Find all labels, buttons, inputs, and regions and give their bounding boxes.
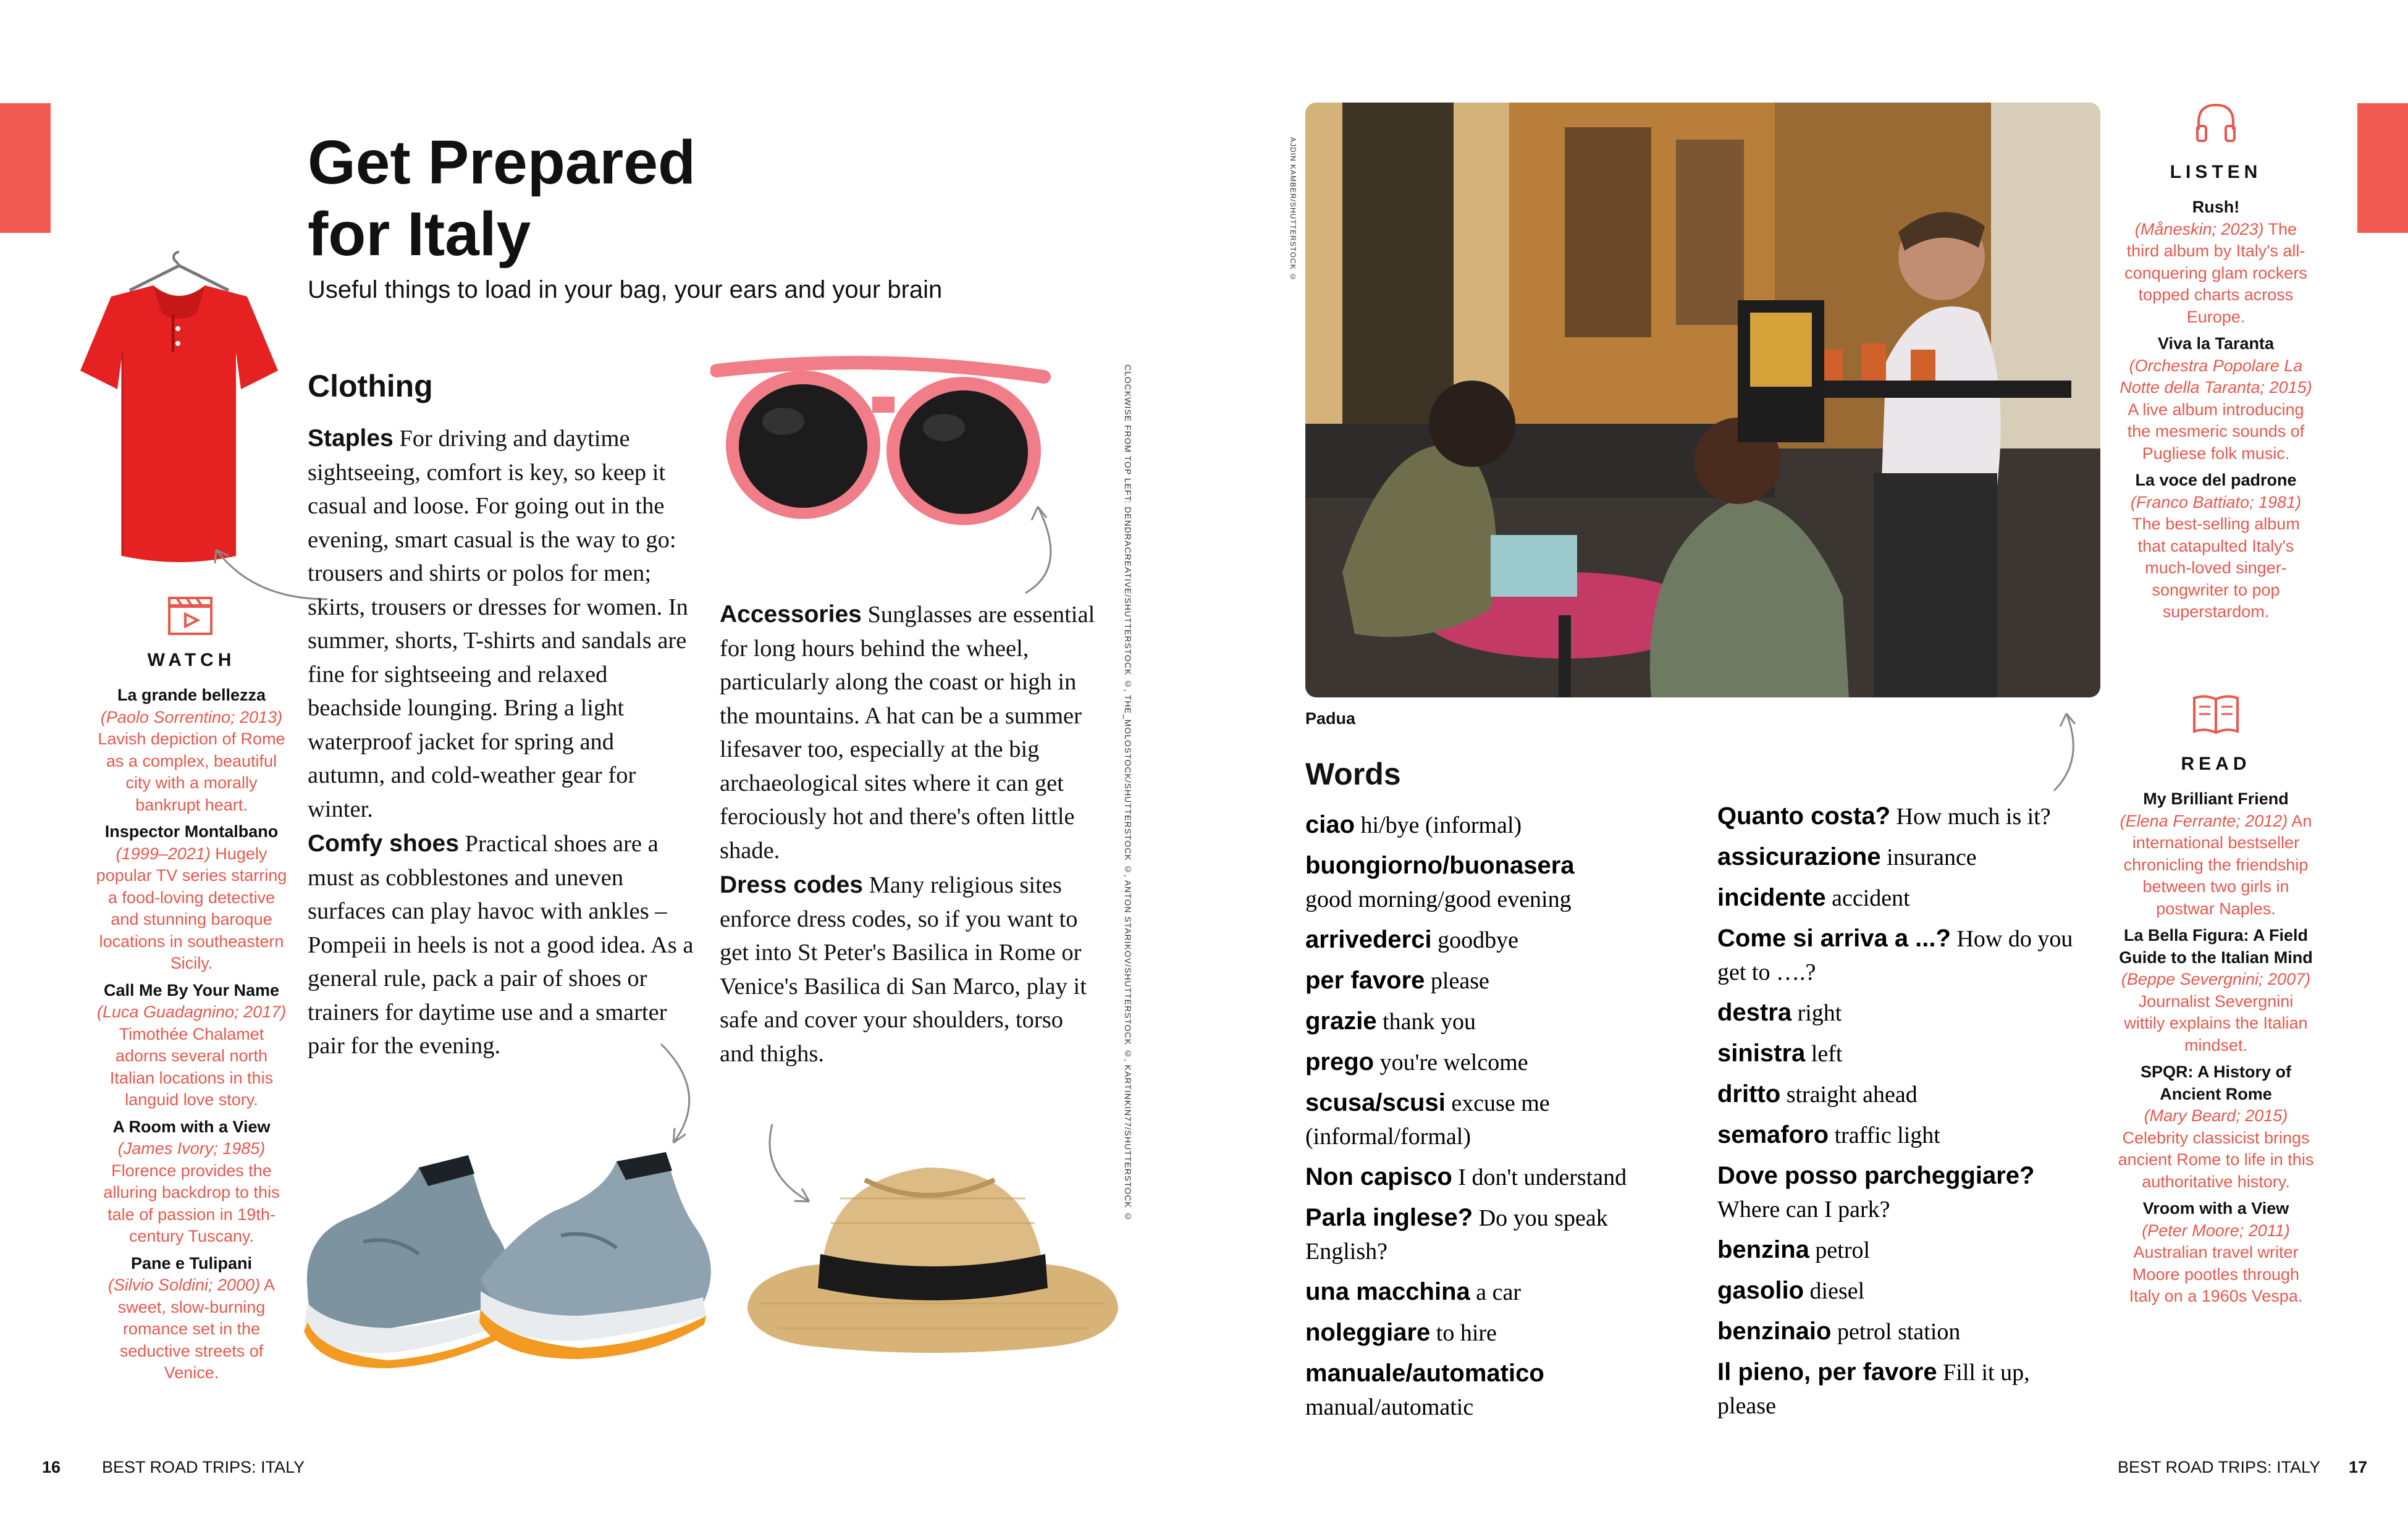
read-meta: (Mary Beard; 2015) [2144, 1106, 2288, 1125]
watch-desc: Florence provides the alluring backdrop to this tale of passion in 19th-century Tuscany. [103, 1161, 280, 1245]
read-heading: READ [2181, 754, 2251, 774]
book-icon [2189, 692, 2242, 739]
word-translation: a car [1470, 1279, 1522, 1305]
clothing-col-1 [308, 422, 694, 1063]
right-accent-tab [2357, 103, 2408, 233]
read-title: Vroom with a View [2142, 1199, 2289, 1218]
comfy-shoes-text: Practical shoes are a must as cobblestones and uneven surfaces can play havoc with ankles – Pompeii in heels is not a good idea. As a general rule, pack a pair of shoes or trainers for daytime use and a smarter pair for the evening. [308, 831, 694, 1059]
listen-title: La voce del padrone [2135, 471, 2297, 489]
word-term: incidente [1717, 884, 1826, 911]
word-term: Il pieno, per favore [1717, 1358, 1937, 1386]
watch-desc: A sweet, slow-burning romance set in the seductive streets of Venice. [117, 1276, 276, 1382]
left-page-number: 16 [42, 1458, 61, 1476]
watch-desc: Lavish depiction of Rome as a complex, beautiful city with a morally bankrupt heart. [98, 730, 285, 814]
watch-list [93, 684, 290, 1389]
list-item [1717, 799, 2088, 833]
list-item [93, 684, 290, 816]
watch-title: Inspector Montalbano [104, 822, 279, 841]
word-translation: you're welcome [1374, 1050, 1528, 1075]
read-desc: Journalist Severgnini wittily explains the Italian mindset. [2124, 991, 2308, 1054]
word-term: manuale/automatico [1305, 1360, 1544, 1387]
page-title [308, 127, 864, 270]
left-running-footer: BEST ROAD TRIPS: ITALY [102, 1458, 305, 1476]
comfy-shoes-paragraph [308, 827, 694, 1063]
watch-heading: WATCH [147, 650, 236, 670]
word-term: prego [1305, 1048, 1374, 1075]
watch-meta: (Paolo Sorrentino; 2013) [100, 707, 283, 726]
arrow-decoration [1001, 500, 1075, 599]
word-translation: excuse me (informal/formal) [1305, 1090, 1550, 1150]
watch-title: La grande bellezza [117, 686, 266, 704]
arrow-decoration [754, 1118, 822, 1211]
listen-desc: The best-selling album that catapulted Italy's much-loved singer-songwriter to pop superstardom. [2132, 515, 2300, 621]
read-meta: (Beppe Severgnini; 2007) [2121, 970, 2311, 988]
listen-meta: (Måneskin; 2023) [2134, 219, 2264, 238]
sneakers-image [295, 1118, 715, 1371]
word-term: Dove posso parcheggiare? [1717, 1162, 2035, 1189]
list-item [1305, 1086, 1670, 1153]
list-item [1717, 1159, 2088, 1226]
listen-desc: The third album by Italy's all-conquering glam rockers topped charts across Europe. [2124, 219, 2307, 326]
word-translation: right [1791, 1000, 1842, 1026]
word-term: buongiorno/buonasera [1305, 852, 1575, 879]
list-item [2117, 333, 2315, 465]
read-title: My Brilliant Friend [2143, 789, 2289, 808]
word-term: benzina [1717, 1236, 1809, 1263]
staples-text: For driving and daytime sightseeing, comfort is key, so keep it casual and loose. For going out in the evening, smart casual is the way to go: trousers and shirts or polos for men; skirts, trousers or dresses for women. In summer, shorts, T-shirts and sandals are fine for sightseeing and relaxed beachside lounging. Bring a light waterproof jacket for spring and autumn, and cold-weather gear for winter. [308, 426, 688, 822]
padua-cafe-photo [1305, 103, 2100, 697]
read-desc: An international bestseller chronicling the friendship between two girls in postwar Naples. [2123, 811, 2312, 918]
word-translation: thank you [1376, 1009, 1476, 1035]
word-translation: petrol [1809, 1237, 1871, 1263]
photo-caption: Padua [1305, 709, 1356, 728]
list-item [93, 980, 290, 1111]
list-item [1305, 849, 1670, 916]
title-line-1: Get Prepared [308, 128, 696, 197]
word-term: ciao [1305, 811, 1355, 838]
list-item [2117, 925, 2315, 1056]
list-item [2117, 469, 2315, 623]
read-list [2117, 788, 2315, 1313]
listen-meta: (Orchestra Popolare La Notte della Taranta; 2015) [2120, 356, 2312, 397]
list-item [2117, 1198, 2315, 1308]
list-item [1305, 808, 1670, 842]
word-term: Non capisco [1305, 1163, 1452, 1190]
listen-desc: A live album introducing the mesmeric sounds of Pugliese folk music. [2127, 400, 2305, 463]
word-translation: goodbye [1431, 927, 1518, 953]
staples-lead: Staples [308, 425, 394, 452]
watch-title: A Room with a View [112, 1117, 271, 1136]
list-item [1305, 1004, 1670, 1038]
dress-codes-text: Many religious sites enforce dress codes, so if you want to get into St Peter's Basilica in Rome or Venice's Basilica di San Marco, play it safe and cover your shoulders, torso and thighs. [720, 872, 1087, 1067]
list-item [1305, 923, 1670, 957]
list-item [1717, 1037, 2088, 1071]
read-desc: Celebrity classicist brings ancient Rome to life in this authoritative history. [2118, 1128, 2314, 1191]
watch-desc: Timothée Chalamet adorns several north Italian locations in this languid love story. [109, 1024, 274, 1109]
word-term: arrivederci [1305, 926, 1432, 953]
words-heading: Words [1305, 757, 1401, 791]
word-translation: Where can I park? [1717, 1197, 1890, 1223]
word-translation: straight ahead [1780, 1082, 1918, 1108]
list-item [93, 821, 290, 975]
clothing-heading: Clothing [308, 369, 433, 403]
watch-title: Pane e Tulipani [130, 1253, 253, 1273]
list-item [93, 1116, 290, 1248]
watch-meta: (1999–2021) [116, 844, 211, 863]
list-item [1717, 1315, 2088, 1349]
listen-heading: LISTEN [2170, 162, 2262, 182]
word-term: una macchina [1305, 1278, 1470, 1305]
list-item [1717, 1077, 2088, 1111]
clothing-col-2 [720, 598, 1103, 1071]
word-term: assicurazione [1717, 843, 1881, 870]
listen-title: Rush! [2192, 198, 2240, 216]
word-translation: diesel [1804, 1278, 1865, 1304]
read-meta: (Peter Moore; 2011) [2142, 1221, 2290, 1240]
accessories-text: Sunglasses are essential for long hours behind the wheel, particularly along the coast or high in the mountains. A hat can be a summer lifesaver too, especially at the big archaeological sites where it can get ferociously hot and there's often little shade. [720, 602, 1095, 864]
staples-paragraph [308, 422, 694, 826]
list-item [1717, 922, 2088, 989]
word-translation: How much is it? [1890, 804, 2051, 830]
list-item [1717, 840, 2088, 874]
list-item [1305, 1357, 1670, 1424]
list-item [2117, 1061, 2315, 1193]
read-desc: Australian travel writer Moore pootles through Italy on a 1960s Vespa. [2129, 1243, 2303, 1305]
word-translation: traffic light [1829, 1122, 1940, 1148]
word-term: benzinaio [1717, 1318, 1832, 1345]
read-title: SPQR: A History of Ancient Rome [2140, 1063, 2291, 1103]
accessories-lead: Accessories [720, 601, 862, 628]
word-translation: I don't understand [1452, 1164, 1627, 1190]
list-item [2117, 788, 2315, 920]
word-translation: How do you get to ….? [1717, 926, 2073, 985]
arrow-decoration [636, 1038, 704, 1149]
word-term: Come si arriva a ...? [1717, 925, 1951, 952]
list-item [1305, 964, 1670, 998]
listen-list [2117, 196, 2315, 628]
clapperboard-icon [166, 593, 215, 636]
word-term: Parla inglese? [1305, 1204, 1473, 1231]
right-running-footer: BEST ROAD TRIPS: ITALY [2118, 1458, 2321, 1476]
word-translation: hi/bye (informal) [1355, 812, 1522, 838]
word-term: gasolio [1717, 1277, 1804, 1304]
watch-title: Call Me By Your Name [103, 980, 280, 1000]
image-credit: CLOCKWISE FROM TOP LEFT: DENDRACREATIVE/SHUTTERSTOCK ©, THE_MOLOSTOCK/SHUTTERSTOCK ©, ANTON STARIKOV/SHUTTERSTOCK ©, KARTINKIN77/SHUTTERSTOCK © [1123, 364, 1133, 1222]
page-subtitle: Useful things to load in your bag, your ears and your brain [308, 276, 943, 303]
word-translation: Do you speak English? [1305, 1205, 1608, 1265]
word-term: noleggiare [1305, 1319, 1431, 1346]
word-translation: accident [1825, 885, 1910, 911]
list-item [1305, 1045, 1670, 1079]
list-item [2117, 196, 2315, 328]
word-term: destra [1717, 999, 1792, 1026]
dress-codes-paragraph [720, 869, 1103, 1071]
watch-meta: (James Ivory; 1985) [117, 1139, 266, 1158]
words-col-2 [1717, 799, 2088, 1429]
word-translation: manual/automatic [1305, 1394, 1474, 1420]
word-term: per favore [1305, 967, 1425, 994]
list-item [1305, 1316, 1670, 1350]
word-translation: petrol station [1831, 1319, 1961, 1345]
list-item [1717, 1118, 2088, 1152]
list-item [1305, 1201, 1670, 1268]
list-item [1305, 1275, 1670, 1309]
word-term: Quanto costa? [1717, 802, 1891, 830]
word-translation: Fill it up, please [1717, 1360, 2030, 1419]
list-item [1717, 996, 2088, 1030]
word-term: dritto [1717, 1080, 1781, 1108]
right-page-number: 17 [2349, 1458, 2368, 1476]
read-title: La Bella Figura: A Field Guide to the Italian Mind [2119, 926, 2313, 967]
tshirt-image [74, 247, 284, 568]
word-term: semaforo [1717, 1121, 1829, 1148]
title-line-2: for Italy [308, 200, 531, 269]
arrow-decoration [2042, 704, 2091, 797]
list-item [1717, 881, 2088, 915]
word-translation: insurance [1880, 844, 1977, 870]
headphones-icon [2192, 99, 2239, 146]
listen-meta: (Franco Battiato; 1981) [2130, 492, 2302, 511]
list-item [1305, 1160, 1670, 1194]
word-term: sinistra [1717, 1040, 1806, 1067]
read-meta: (Elena Ferrante; 2012) [2120, 811, 2288, 830]
words-col-1 [1305, 808, 1670, 1431]
word-translation: please [1425, 968, 1489, 994]
accessories-paragraph [720, 598, 1103, 867]
watch-meta: (Luca Guadagnino; 2017) [96, 1003, 287, 1021]
watch-desc: Hugely popular TV series starring a food-loving detective and stunning baroque locations in southeastern Sicily. [96, 844, 287, 972]
watch-meta: (Silvio Soldini; 2000) [107, 1276, 261, 1294]
list-item [93, 1253, 290, 1384]
listen-title: Viva la Taranta [2157, 334, 2275, 353]
word-term: grazie [1305, 1008, 1377, 1035]
list-item [1717, 1233, 2088, 1267]
word-translation: good morning/good evening [1305, 886, 1572, 912]
photo-credit: AJDIN KAMBER/SHUTTERSTOCK © [1289, 137, 1297, 282]
word-translation: left [1805, 1041, 1843, 1067]
dress-codes-lead: Dress codes [720, 872, 863, 898]
list-item [1717, 1274, 2088, 1308]
word-term: scusa/scusi [1305, 1089, 1446, 1116]
word-translation: to hire [1430, 1320, 1497, 1346]
list-item [1717, 1355, 2088, 1423]
comfy-shoes-lead: Comfy shoes [308, 830, 459, 857]
left-accent-tab [0, 103, 51, 233]
